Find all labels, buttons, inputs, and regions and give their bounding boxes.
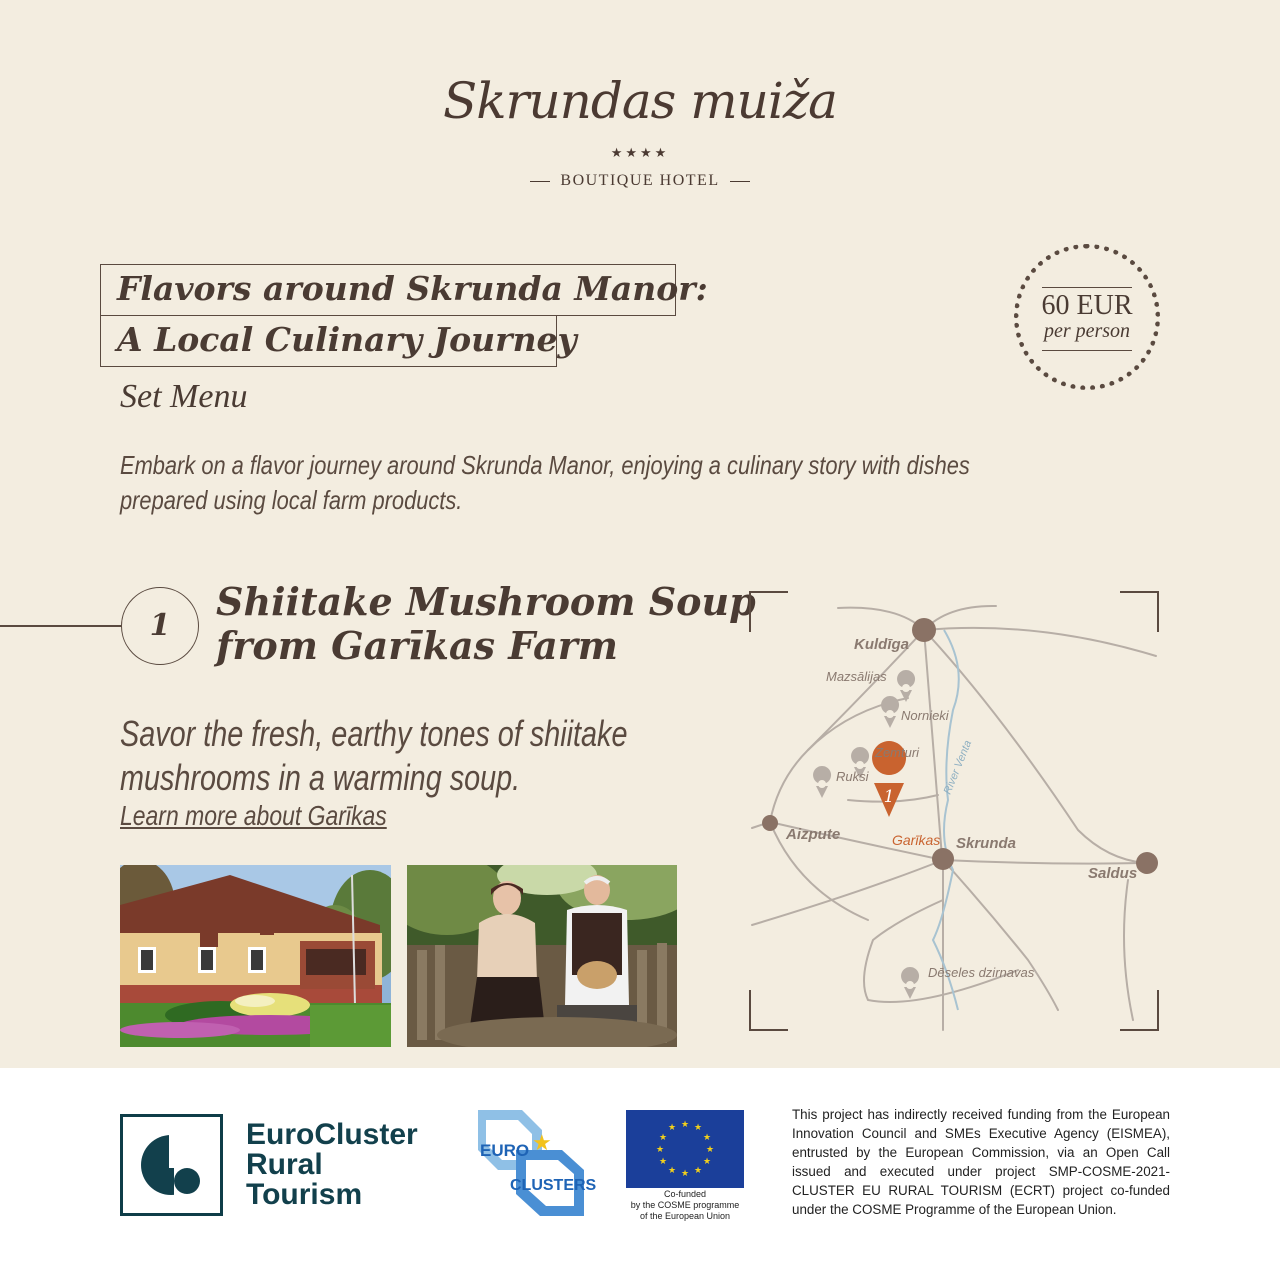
ecrt-logo-icon — [120, 1114, 223, 1216]
map-label-nornieki: Nornieki — [901, 708, 949, 723]
funding-disclaimer: This project has indirectly received funding from the European Innovation Council and SMEs Executive Agency (EISMEA), entrusted by the European Commission, via an Open Call issued and executed under project SMP-COSME-2021-CLUSTER EU RURAL TOURISM (ECRT) project co-funded under the COSME Programme of the European Union. — [792, 1107, 1170, 1217]
svg-text:★: ★ — [667, 1123, 677, 1133]
menu-title-line1: Flavors around Skrunda Manor: — [100, 264, 676, 316]
course-description-line2: mushrooms in a warming soup. — [120, 757, 521, 798]
svg-text:★: ★ — [658, 1157, 668, 1167]
svg-text:★: ★ — [705, 1145, 715, 1155]
hotel-logo-text: Skrundas muiža — [443, 72, 837, 130]
course-name-line2: from Garīkas Farm — [216, 623, 619, 668]
map-label-saldus: Saldus — [1088, 865, 1138, 882]
svg-text:★: ★ — [655, 1145, 665, 1155]
ecrt-line3: Tourism — [246, 1178, 363, 1211]
map-label-mazsalijas: Mazsālijas — [826, 669, 887, 684]
ecrt-line1: EuroCluster — [246, 1118, 418, 1151]
euroclusters-top-text: EURO — [480, 1141, 530, 1160]
svg-text:★: ★ — [680, 1120, 690, 1130]
course-description-line1: Savor the fresh, earthy tones of shiitake — [120, 713, 628, 754]
svg-text:★: ★ — [693, 1123, 703, 1133]
course-description — [120, 712, 680, 800]
ecrt-logo-text — [246, 1120, 418, 1210]
menu-type: Set Menu — [120, 378, 248, 415]
euroclusters-bottom-text: CLUSTERS — [510, 1177, 597, 1194]
svg-text:★: ★ — [702, 1133, 712, 1143]
course-number: 1 — [121, 587, 199, 665]
eu-flag-icon — [626, 1110, 744, 1188]
eu-caption — [610, 1189, 760, 1222]
price-rule-top — [1042, 287, 1132, 288]
euroclusters-star-icon: ★ — [532, 1131, 552, 1156]
region-map — [748, 590, 1160, 1032]
map-label-river: River Venta — [941, 738, 975, 797]
menu-title-line2: A Local Culinary Journey — [100, 315, 557, 367]
svg-text:★: ★ — [658, 1133, 668, 1143]
hotel-stars: ★★★★ — [610, 146, 670, 161]
eu-caption-line2: by the COSME programme — [630, 1200, 740, 1210]
svg-text:★: ★ — [693, 1166, 703, 1176]
hotel-subtitle — [0, 172, 1280, 190]
map-label-zemturi: Zemturi — [875, 745, 920, 760]
svg-text:★: ★ — [667, 1166, 677, 1176]
farmers-photo — [407, 865, 677, 1047]
eu-caption-line1: Co-funded — [663, 1189, 707, 1199]
svg-text:★: ★ — [702, 1157, 712, 1167]
eu-caption-line3: of the European Union — [639, 1211, 731, 1221]
price-value: 60 EUR — [1041, 290, 1133, 321]
map-marker-number: 1 — [883, 787, 895, 807]
map-label-garikas: Garīkas — [892, 832, 941, 848]
map-label-aizpute: Aizpute — [786, 826, 841, 843]
map-label-ruksi: Ruksi — [836, 769, 869, 784]
menu-intro: Embark on a flavor journey around Skrunda Manor, enjoying a culinary story with dishes prepared using local farm products. — [120, 450, 970, 515]
ecrt-line2: Rural — [246, 1148, 323, 1181]
learn-more-link[interactable]: Learn more about Garīkas — [120, 800, 387, 831]
course-name-line1: Shiitake Mushroom Soup — [216, 579, 756, 624]
hotel-subtitle-label: BOUTIQUE HOTEL — [560, 172, 720, 189]
course-connector-line — [0, 625, 122, 627]
map-label-kuldiga: Kuldīga — [854, 636, 909, 653]
farmhouse-photo — [120, 865, 391, 1047]
price-rule-bottom — [1042, 350, 1132, 351]
price-unit: per person — [1043, 320, 1131, 342]
map-label-deseles: Dēseles dzirnavas — [928, 965, 1035, 980]
course-name — [216, 580, 756, 668]
euroclusters-logo — [458, 1106, 600, 1224]
svg-text:★: ★ — [680, 1169, 690, 1179]
map-label-skrunda: Skrunda — [956, 835, 1017, 852]
